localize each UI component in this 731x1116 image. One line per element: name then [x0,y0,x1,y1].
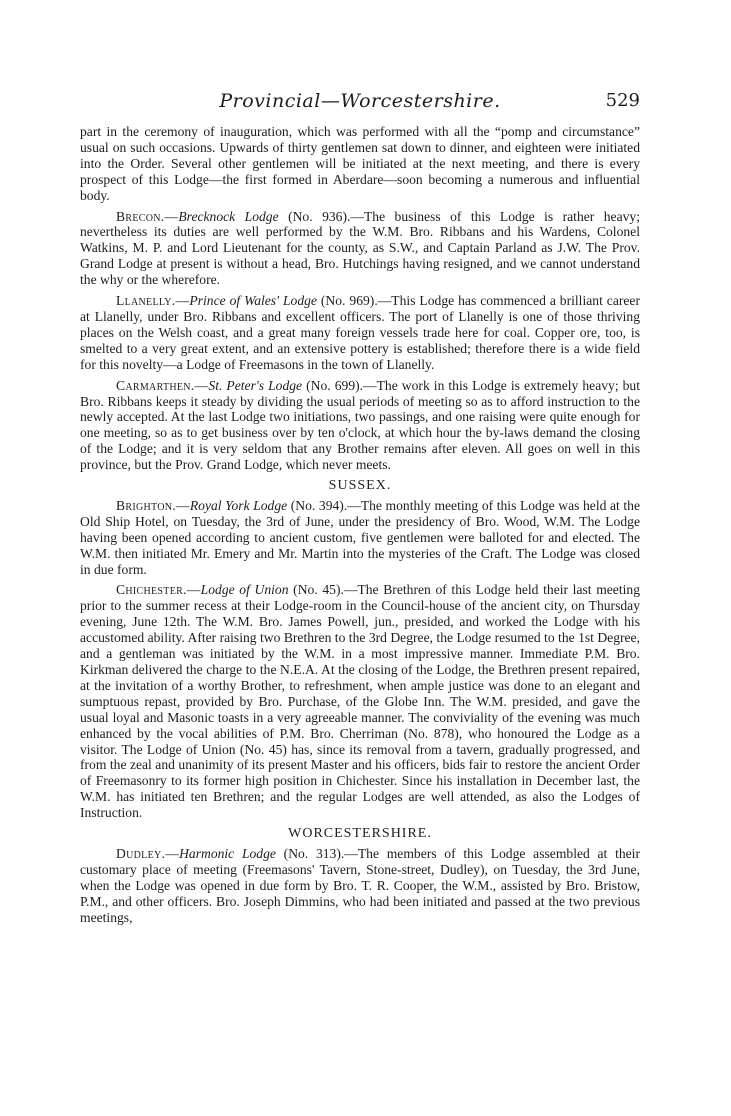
lodge-name: St. Peter's Lodge [208,377,303,393]
paragraph-text: (No. 969).—This Lodge has commenced a brilliant career at Llanelly, under Bro. Ribbans and excellent officers. The port of Llanelly is one of those thriving places on the Welsh coast, and a great many foreign vessels trade here for coal. Copper ore, too, is smelted to a very great extent, and an extensive pottery is established; therefore there is a wide field for this novelty—a Lodge of Freemasons in the town of Llanelly. [80,293,640,372]
running-head [80,90,640,120]
paragraph-carmarthen [80,378,640,473]
paragraph-text: (No. 45).—The Brethren of this Lodge held their last meeting prior to the summer recess at their Lodge-room in the Council-house of the ancient city, on Thursday evening, June 12th. The W.M. Bro. James Powell, jun., presided, and worked the Lodge with his accustomed ability. After raising two Brethren to the 3rd Degree, the Lodge resumed to the 1st Degree, and a gentleman was initiated by the W.M. in a most impressive manner. Immediate P.M. Bro. Kirkman delivered the charge to the N.E.A. At the closing of the Lodge, the Brethren present repaired, at the invitation of a worthy Brother, to refreshment, when ample justice was done to an elegant and sumptuous repast, provided by Bro. Purchase, of the Globe Inn. The W.M. presided, and gave the usual loyal and Masonic toasts in a very agreeable manner. The conviviality of the evening was much enhanced by the vocal abilities of P.M. Bro. Cherriman (No. 878), who honoured the Lodge as a visitor. The Lodge of Union (No. 45) has, since its removal from a tavern, gradually progressed, and from the zeal and unanimity of its present Master and his officers, bids fair to restore the ancient Order of Freemasonry to its former high position in Chichester. Since his installation in December last, the W.M. has initiated ten Brethren; and the regular Lodges are well attended, as also the Lodges of Instruction. [80,582,640,821]
place-name: Chichester.— [116,582,201,598]
place-name: Carmarthen.— [116,377,209,393]
section-heading-worcestershire: WORCESTERSHIRE. [288,826,432,842]
paragraph-chichester [80,582,640,821]
paragraph-brighton [80,498,640,578]
place-name: Dudley.— [116,845,180,861]
section-heading-sussex: SUSSEX. [328,478,392,494]
lodge-name: Royal York Lodge [189,497,288,513]
lodge-name: Prince of Wales' Lodge [189,293,317,309]
place-name: Llanelly.— [116,293,190,309]
lodge-name: Lodge of Union [200,582,289,598]
paragraph-text: (No. 394).—The monthly meeting of this Lodge was held at the Old Ship Hotel, on Tuesday, the 3rd of June, under the presidency of Bro. Wood, W.M. The Lodge having been opened according to ancient custom, five gentlemen were balloted for and elected. The W.M. then initiated Mr. Emery and Mr. Martin into the mysteries of the Craft. The Lodge was closed in due form. [80,497,640,577]
place-name: Brecon.— [116,208,179,224]
place-name: Brighton.— [116,497,190,513]
paragraph-text: (No. 699).—The work in this Lodge is extremely heavy; but Bro. Ribbans keeps it steady by dividing the usual periods of meeting so as to afford instruction to the newly accepted. At the last Lodge two initiations, two passings, and one raising were quite enough for one meeting, so as to get business over by ten o'clock, at which hour the by-laws demand the closing of the Lodge; and it is very seldom that any Brother remains after eleven. All goes on well in this province, but the Prov. Grand Lodge, which never meets. [80,377,641,473]
paragraph-llanelly [80,293,640,373]
page-body [80,124,640,931]
lodge-name: Brecknock Lodge [178,208,279,224]
paragraph-brecon [80,209,640,289]
lodge-name: Harmonic Lodge [179,845,276,861]
paragraph-text: (No. 313).—The members of this Lodge assembled at their customary place of meeting (Freemasons' Tavern, Stone-street, Dudley), on Tuesday, the 3rd June, when the Lodge was opened in due form by Bro. T. R. Cooper, the W.M., assisted by Bro. Bristow, P.M., and other officers. Bro. Joseph Dimmins, who had been initiated and passed at the two previous meetings, [80,845,640,925]
running-title: Provincial—Worcestershire. [219,90,501,112]
page-number: 529 [605,90,640,111]
paragraph-text: (No. 936).—The business of this Lodge is rather heavy; nevertheless its duties are well performed by the W.M. Bro. Ribbans and his Wardens, Colonel Watkins, M. P. and Lord Lieutenant for the county, as S.W., and Captain Parland as J.W. The Prov. Grand Lodge at present is without a head, Bro. Hutchings having resigned, and we cannot understand the why or the wherefore. [80,208,640,288]
paragraph-continuation: part in the ceremony of inauguration, which was performed with all the “pomp and circumstance” usual on such occasions. Upwards of thirty gentlemen sat down to dinner, and eighteen were initiated into the Order. Several other gentlemen will be initiated at the next meeting, and there is every prospect of this Lodge—the first formed in Aberdare—soon becoming a numerous and influential body. [80,124,640,203]
paragraph-dudley [80,846,640,926]
